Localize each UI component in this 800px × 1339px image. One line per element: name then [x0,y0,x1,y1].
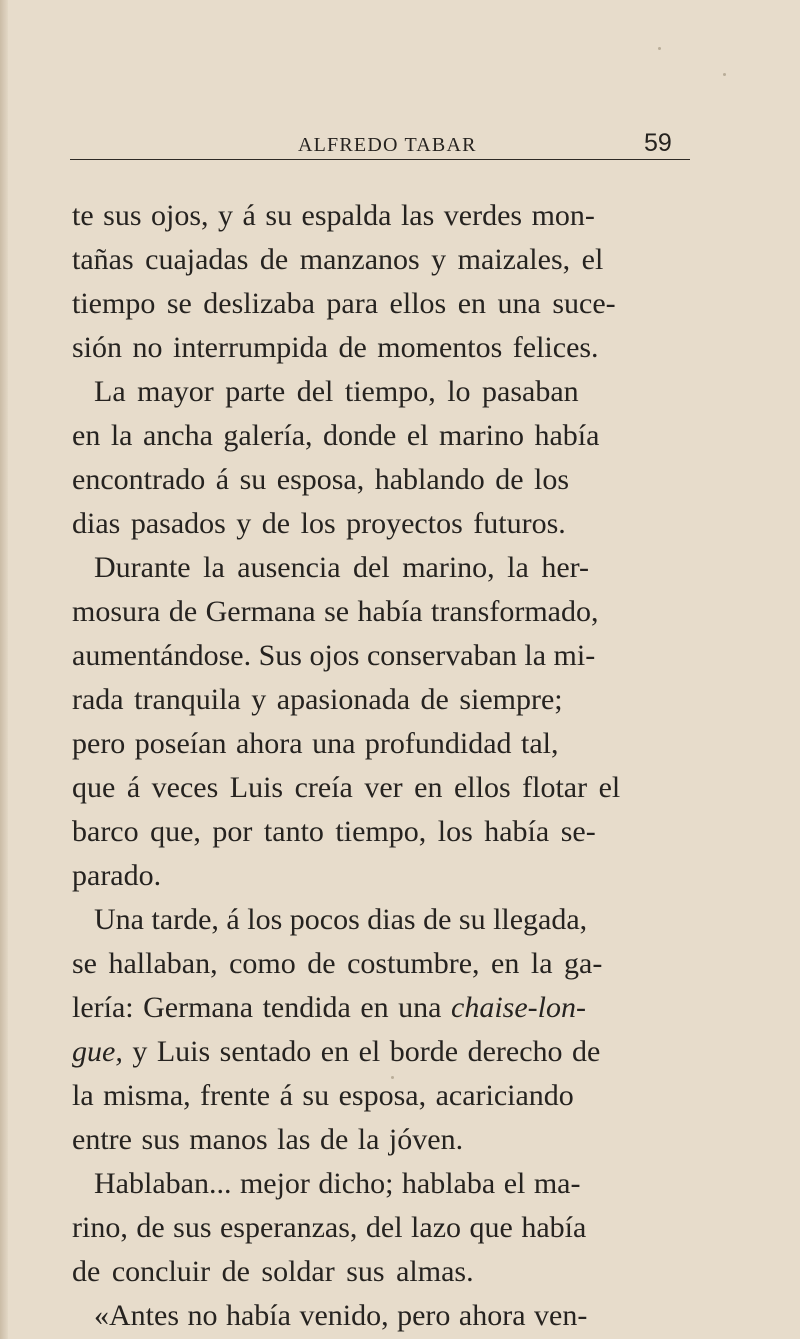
text-line-12: rada tranquila y apasionada de siempre; [72,683,563,716]
text-line-19 [72,988,586,1028]
paper-edge [0,0,8,1339]
text-line-16: parado. [72,859,162,892]
text-line-7: encontrado á su esposa, hablando de los [72,463,570,496]
text-line-19-roman: lería: Germana tendida en una [72,991,451,1024]
text-line-14: que á veces Luis creía ver en ellos flotar el [72,771,621,804]
running-head: ALFREDO TABAR [298,134,477,156]
text-line-11: aumentándose. Sus ojos conservaban la mi- [72,639,596,672]
text-line-21: la misma, frente á su esposa, acariciando [72,1079,574,1112]
text-line-10: mosura de Germana se había transformado, [72,595,599,628]
text-line-4: sión no interrumpida de momentos felices. [72,331,599,364]
text-line-22: entre sus manos las de la jóven. [72,1123,464,1156]
paragraph-start-line: Una tarde, á los pocos dias de su llegada, [94,903,588,936]
text-line-3: tiempo se deslizaba para ellos en una suce- [72,287,616,320]
page-header [70,126,698,160]
italic-phrase: gue, [72,1035,123,1068]
text-line-18: se hallaban, como de costumbre, en la ga- [72,947,603,980]
paper-speck [391,1076,394,1079]
text-line-24: rino, de sus esperanzas, del lazo que había [72,1211,587,1244]
text-line-13: pero poseían ahora una profundidad tal, [72,727,559,760]
paper-speck [658,47,661,50]
paragraph-start-line: Durante la ausencia del marino, la her- [94,551,590,584]
text-line-15: barco que, por tanto tiempo, los había se- [72,815,596,848]
text-line-8: dias pasados y de los proyectos futuros. [72,507,566,540]
header-rule [70,159,690,160]
text-line-2: tañas cuajadas de manzanos y maizales, el [72,243,604,276]
page-number: 59 [644,129,672,157]
text-line-6: en la ancha galería, donde el marino había [72,419,600,452]
paragraph-start-line: «Antes no había venido, pero ahora ven- [94,1299,588,1332]
paragraph-start-line: La mayor parte del tiempo, lo pasaban [94,375,579,408]
text-line-20 [72,1032,600,1072]
paragraph-start-line: Hablaban... mejor dicho; hablaba el ma- [94,1167,581,1200]
text-line-20-roman: y Luis sentado en el borde derecho de [122,1035,601,1068]
paper-speck [723,73,726,76]
text-line-25: de concluir de soldar sus almas. [72,1255,474,1288]
italic-phrase: chaise-lon- [451,991,586,1024]
text-line-1: te sus ojos, y á su espalda las verdes mon- [72,199,595,232]
